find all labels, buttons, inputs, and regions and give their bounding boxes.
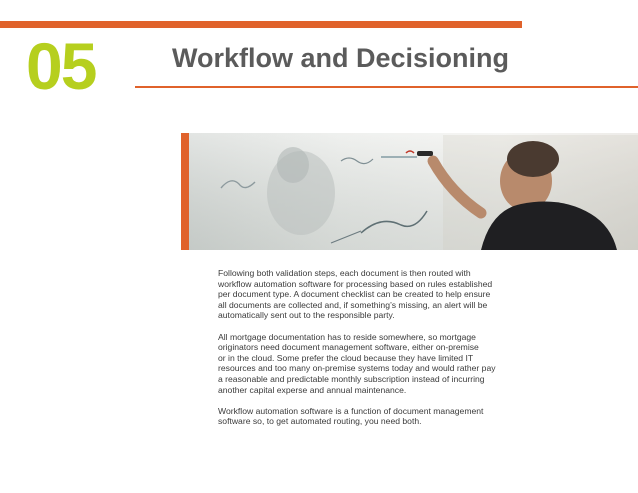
slide-title: Workflow and Decisioning	[172, 43, 510, 73]
section-number: 05	[26, 29, 96, 103]
photo-accent-strip	[181, 133, 189, 250]
paragraph-2: All mortgage documentation has to reside somewhere, so mortgage originators need document management software, either on-premise or in the cloud. Some prefer the cloud because they have limited IT resources and too many on-premise systems today and would rather pay a reasonable and predictable monthly subscription instead of incurring another capital experse and annual maintenance.	[218, 331, 496, 395]
whiteboard-photo	[181, 133, 638, 250]
title-underline	[135, 86, 638, 88]
paragraph-1: Following both validation steps, each document is then routed with workflow automation software for processing based on rules established per document type. A document checklist can be created to help ensure all documents are collected and, if something’s missing, an alert will be automatically sent out to the responsible party.	[218, 268, 493, 321]
body-text	[218, 268, 568, 438]
paragraph-3: Workflow automation software is a function of document management software so, to get automated routing, you need both.	[218, 405, 484, 427]
top-accent-bar	[0, 21, 522, 28]
